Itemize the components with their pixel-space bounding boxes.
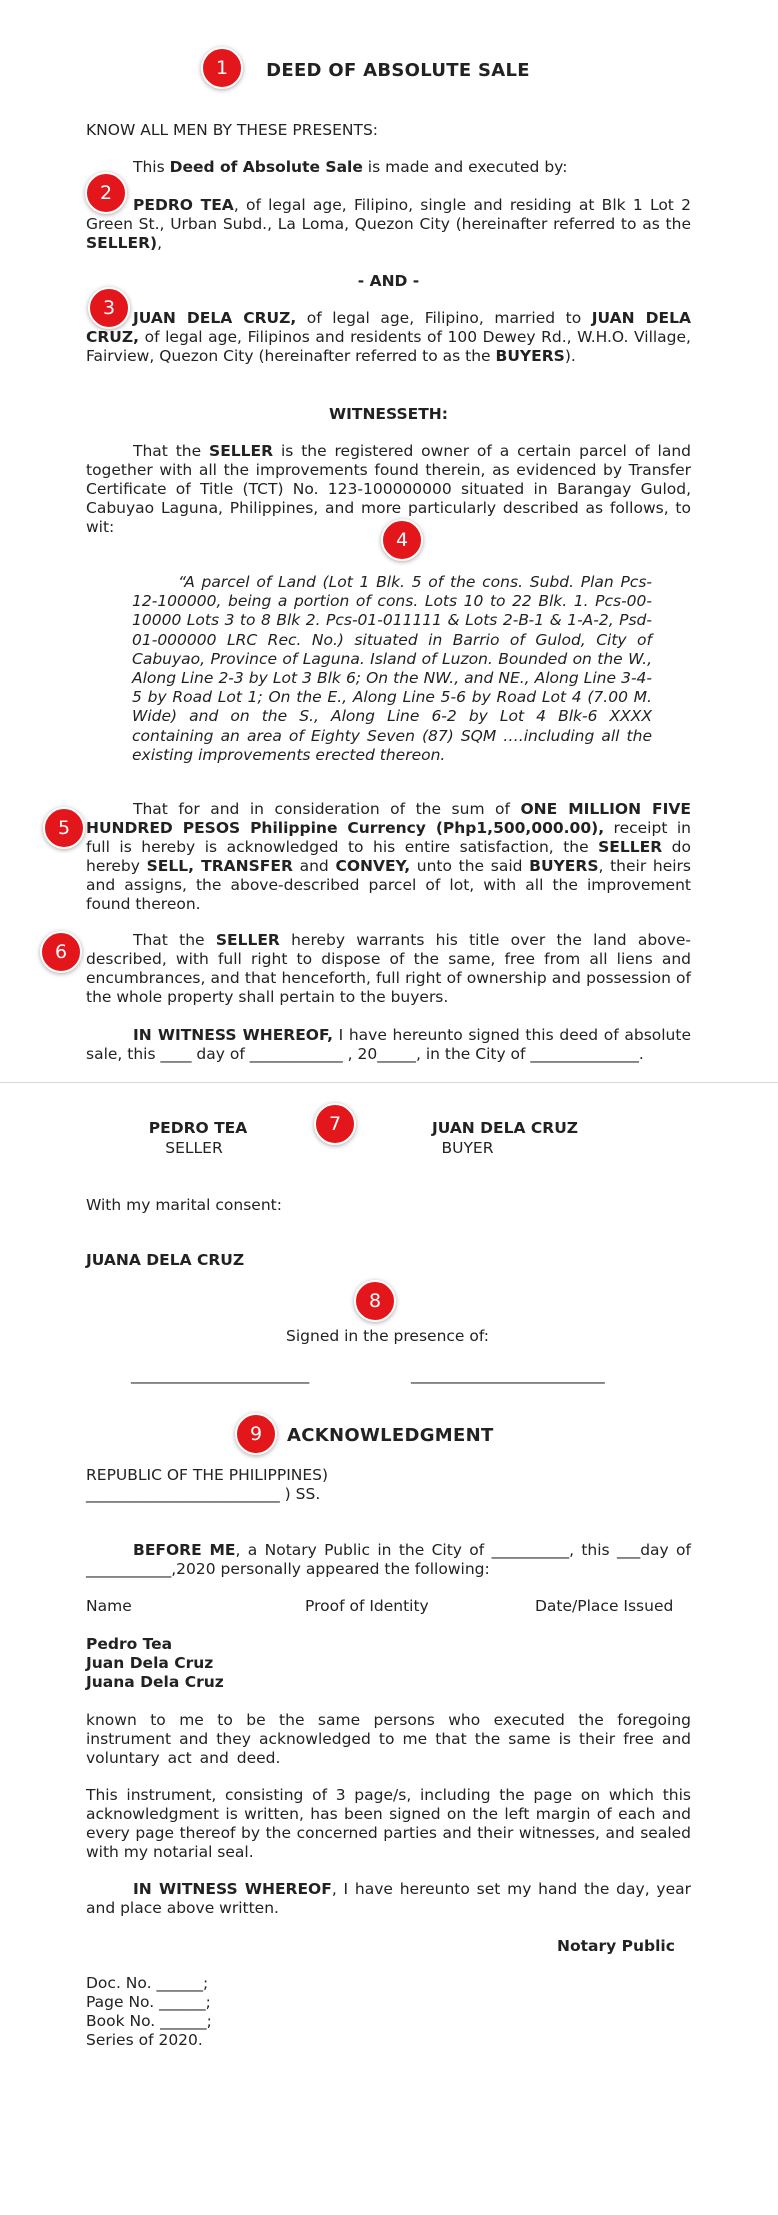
- col-header-date: Date/Place Issued: [535, 1597, 674, 1615]
- person-row: Juana Dela Cruz: [86, 1673, 224, 1691]
- intro-text: KNOW ALL MEN BY THESE PRESENTS:: [86, 121, 379, 139]
- notary-public-label: Notary Public: [557, 1937, 675, 1955]
- seller-signature-name: PEDRO TEA: [148, 1119, 248, 1137]
- witness-signature-line-1: _______________________: [131, 1366, 310, 1384]
- annotation-badge-3: 3: [88, 287, 130, 329]
- acknowledgment-title: ACKNOWLEDGMENT: [287, 1425, 494, 1446]
- person-row: Juan Dela Cruz: [86, 1654, 214, 1672]
- annotation-badge-9: 9: [235, 1413, 277, 1455]
- seller-paragraph: PEDRO TEA, of legal age, Filipino, single and residing at Blk 1 Lot 2 Green St., Urban Subd., La Loma, Quezon City (hereinafter referred to as the SELLER),: [86, 196, 691, 252]
- annotation-badge-5: 5: [43, 807, 85, 849]
- witnesseth-heading: WITNESSETH:: [329, 405, 448, 423]
- col-header-proof: Proof of Identity: [305, 1597, 429, 1615]
- seller-signature-role: SELLER: [165, 1139, 223, 1157]
- buyer-signature-name: JUAN DELA CRUZ: [431, 1119, 579, 1137]
- sale-amount: ONE MILLION FIVE HUNDRED PESOS Philippine Currency (Php1,500,000.00),: [86, 800, 691, 837]
- known-paragraph: known to me to be the same persons who executed the foregoing instrument and they acknowledged to me that the same is their free and voluntary act and deed.: [86, 1711, 691, 1767]
- annotation-badge-2: 2: [85, 172, 127, 214]
- doc-no: Doc. No. ______;: [86, 1974, 209, 1992]
- buyer-spouse: JUAN DELA CRUZ,: [86, 309, 691, 346]
- col-header-name: Name: [86, 1597, 132, 1615]
- warranty-paragraph: That the SELLER hereby warrants his title over the land above-described, with full right to dispose of the same, free from all liens and encumbrances, and that henceforth, full right of ownership and possession of the whole property shall pertain to the buyers.: [86, 931, 691, 1006]
- spouse-name: JUANA DELA CRUZ: [86, 1251, 245, 1269]
- page-no: Page No. ______;: [86, 1993, 211, 2011]
- book-no: Book No. ______;: [86, 2012, 212, 2030]
- annotation-badge-8: 8: [354, 1280, 396, 1322]
- instrument-paragraph: This instrument, consisting of 3 page/s, including the page on which this acknowledgment is written, has been signed on the left margin of each and every page thereof by the concerned parties and their witnesses, and sealed with my notarial seal.: [86, 1786, 691, 1861]
- series-year: Series of 2020.: [86, 2031, 203, 2049]
- page-divider: [0, 1082, 778, 1083]
- witness-signature-line-2: _________________________: [411, 1366, 605, 1384]
- deed-title: DEED OF ABSOLUTE SALE: [266, 60, 530, 81]
- annotation-badge-1: 1: [201, 47, 243, 89]
- buyer-signature-role: BUYER: [441, 1139, 494, 1157]
- made-executed-text: This Deed of Absolute Sale is made and executed by:: [133, 158, 568, 176]
- notary-witness-paragraph: IN WITNESS WHEREOF, I have hereunto set my hand the day, year and place above written.: [86, 1880, 691, 1917]
- annotation-badge-4: 4: [381, 519, 423, 561]
- buyer-ref: BUYERS: [495, 347, 565, 365]
- ownership-paragraph: That the SELLER is the registered owner of a certain parcel of land together with all the improvements found therein, as evidenced by Transfer Certificate of Title (TCT) No. 123-100000000 situated in Barangay Gulod, Cabuyao Laguna, Philippines, and more particularly described as follows, to wit:: [86, 442, 691, 536]
- before-me-paragraph: BEFORE ME, a Notary Public in the City of __________, this ___day of ___________,2020 personally appeared the following:: [86, 1541, 691, 1578]
- person-row: Pedro Tea: [86, 1635, 173, 1653]
- ss-line: _________________________ ) SS.: [86, 1485, 321, 1503]
- and-separator: - AND -: [357, 272, 420, 290]
- presence-label: Signed in the presence of:: [286, 1327, 489, 1345]
- buyer-name: JUAN DELA CRUZ,: [133, 309, 297, 327]
- seller-name: PEDRO TEA: [133, 196, 234, 214]
- annotation-badge-7: 7: [314, 1103, 356, 1145]
- land-description: “A parcel of Land (Lot 1 Blk. 5 of the cons. Subd. Plan Pcs-12-100000, being a portion of cons. Lots 10 to 22 Blk. 1. Pcs-00-10000 Lots 3 to 8 Blk 2. Pcs-01-011111 & Lots 2-B-1 & 1-A-2, Psd-01-000000 LRC Rec. No.) situated in Barrio of Gulod, City of Cabuyao, Province of Laguna. Island of Luzon. Bounded on the W., Along Line 2-3 by Lot 3 Blk 6; On the NW., and NE., Along Line 3-4-5 by Road Lot 1; On the E., Along Line 5-6 by Road Lot 4 (7.00 M. Wide) and on the S., Along Line 6-2 by Lot 4 Blk-6 XXXX containing an area of Eighty Seven (87) SQM ….including all the existing improvements erected thereon.: [132, 573, 652, 764]
- republic-text: REPUBLIC OF THE PHILIPPINES): [86, 1466, 329, 1484]
- consideration-paragraph: That for and in consideration of the sum of ONE MILLION FIVE HUNDRED PESOS Philippine Currency (Php1,500,000.00), receipt in full is hereby is acknowledged to his entire satisfaction, the SELLER do hereby SELL, TRANSFER and CONVEY, unto the said BUYERS, their heirs and assigns, the above-described parcel of lot, with all the improvement found thereon.: [86, 800, 691, 913]
- buyer-paragraph: JUAN DELA CRUZ, of legal age, Filipino, married to JUAN DELA CRUZ, of legal age, Filipinos and residents of 100 Dewey Rd., W.H.O. Village, Fairview, Quezon City (hereinafter referred to as the BUYERS).: [86, 309, 691, 365]
- annotation-badge-6: 6: [40, 931, 82, 973]
- seller-ref: SELLER): [86, 234, 158, 252]
- marital-consent-label: With my marital consent:: [86, 1196, 282, 1214]
- deed-name-bold: Deed of Absolute Sale: [169, 158, 363, 176]
- in-witness-paragraph: IN WITNESS WHEREOF, I have hereunto signed this deed of absolute sale, this ____ day of ____________ , 20_____, in the City of ______________.: [86, 1026, 691, 1063]
